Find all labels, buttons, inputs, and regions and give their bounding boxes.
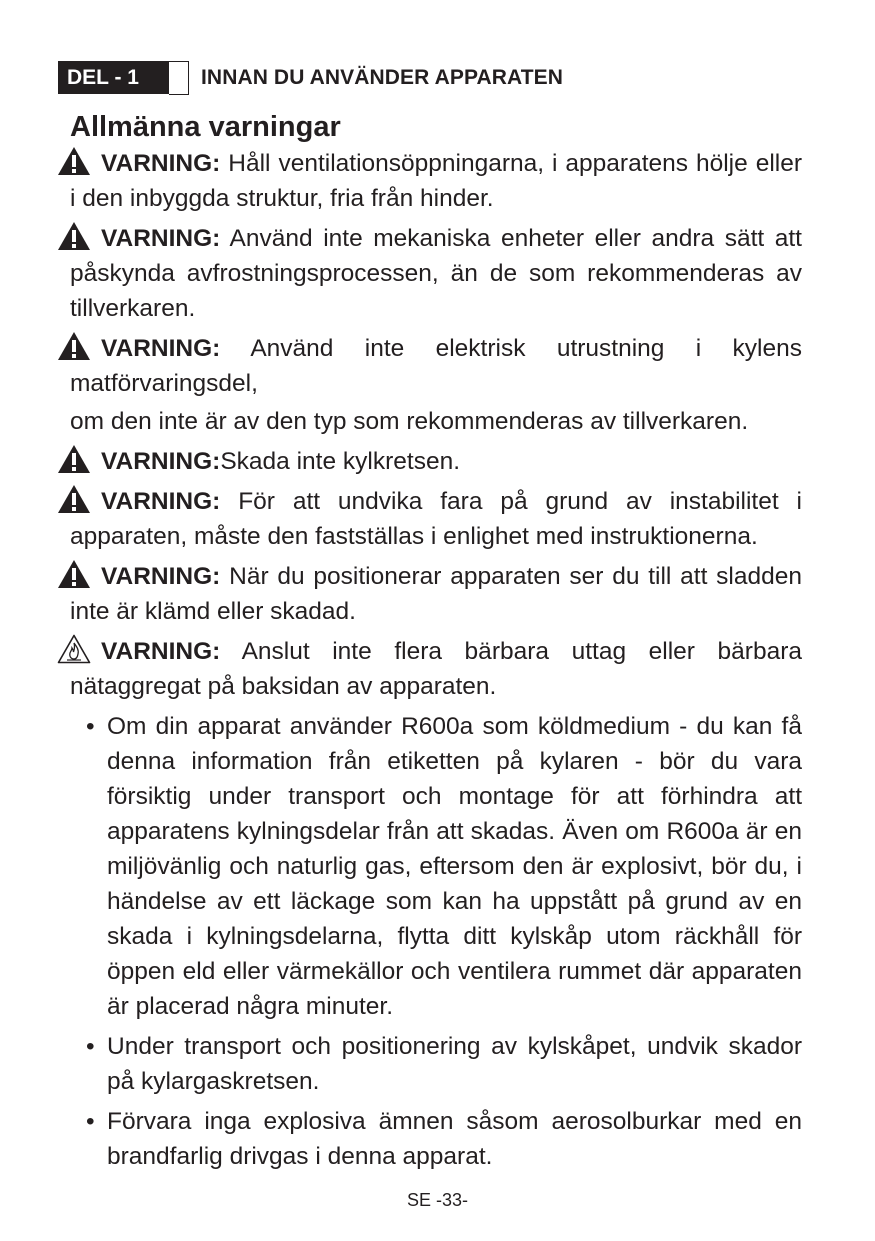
bullet-marker: • (86, 1033, 95, 1060)
warning-label: VARNING: (101, 335, 221, 362)
warning-paragraph (70, 634, 802, 704)
warning-label: VARNING: (101, 488, 221, 515)
warning-text: om den inte är av den typ som rekommenderas av tillverkaren. (70, 408, 749, 435)
warning-text: Håll ventilationsöppningarna, i apparatens hölje eller i den inbyggda struktur, fria från hinder. (70, 150, 803, 212)
warning-text: Använd inte elektrisk utrustning i kylens matförvaringsdel, (70, 335, 802, 397)
warning-paragraph (70, 221, 802, 326)
flammable-warning-icon (57, 634, 91, 664)
list-item (70, 709, 802, 1024)
list-item (70, 1104, 802, 1174)
warning-continuation (70, 404, 802, 439)
bullet-text: Förvara inga explosiva ämnen såsom aerosolburkar med en brandfarlig drivgas i denna apparat. (107, 1108, 802, 1170)
warning-text: Använd inte mekaniska enheter eller andra sätt att påskynda avfrostningsprocessen, än de som rekommenderas av tillverkaren. (70, 225, 802, 322)
section-header (58, 61, 818, 94)
warning-label: VARNING: (101, 150, 221, 177)
warning-text: För att undvika fara på grund av instabilitet i apparaten, måste den fastställas i enlighet med instruktionerna. (70, 488, 802, 550)
page-heading: Allmänna varningar (70, 111, 341, 143)
warning-label: VARNING: (101, 225, 221, 252)
warning-triangle-icon (57, 444, 91, 474)
warning-paragraph (70, 146, 802, 216)
section-title: INNAN DU ANVÄNDER APPARATEN (201, 66, 564, 89)
warning-triangle-icon (57, 484, 91, 514)
warning-triangle-icon (57, 331, 91, 361)
warning-triangle-icon (57, 221, 91, 251)
warning-paragraph (70, 484, 802, 554)
warning-paragraph (70, 444, 802, 479)
warning-text: Skada inte kylkretsen. (220, 448, 461, 475)
page-number: SE -33- (406, 1190, 469, 1210)
warning-triangle-icon (57, 146, 91, 176)
warning-label: VARNING: (101, 448, 221, 475)
bullet-text: Om din apparat använder R600a som köldmedium - du kan få denna information från etiketten på kylaren - bör du vara försiktig under transport och montage för att förhindra att apparatens kylningsdelar från att skadas. Även om R600a är en miljövänlig och naturlig gas, eftersom den är explosivt, bör du, i händelse av ett läckage som kan ha uppstått på grund av en skada i kylningsdelarna, flytta ditt kylskåp utom räckhåll för öppen eld eller värmekällor och ventilera rummet där apparaten är placerad några minuter. (107, 713, 802, 1020)
warning-paragraph (70, 331, 802, 401)
warning-text: Anslut inte flera bärbara uttag eller bärbara nätaggregat på baksidan av apparaten. (70, 638, 802, 700)
bullet-list (70, 709, 802, 1174)
bullet-text: Under transport och positionering av kylskåpet, undvik skador på kylargaskretsen. (107, 1033, 802, 1095)
warning-label: VARNING: (101, 638, 221, 665)
warning-label: VARNING: (101, 563, 221, 590)
warning-text: När du positionerar apparaten ser du till att sladden inte är klämd eller skadad. (70, 563, 803, 625)
warning-triangle-icon (57, 559, 91, 589)
section-tag-box (58, 61, 188, 94)
section-tag-frame (169, 61, 189, 95)
list-item (70, 1029, 802, 1099)
section-tag: DEL - 1 (58, 61, 169, 94)
bullet-marker: • (86, 713, 95, 740)
warnings-content (70, 146, 802, 1179)
bullet-marker: • (86, 1108, 95, 1135)
warning-paragraph (70, 559, 802, 629)
